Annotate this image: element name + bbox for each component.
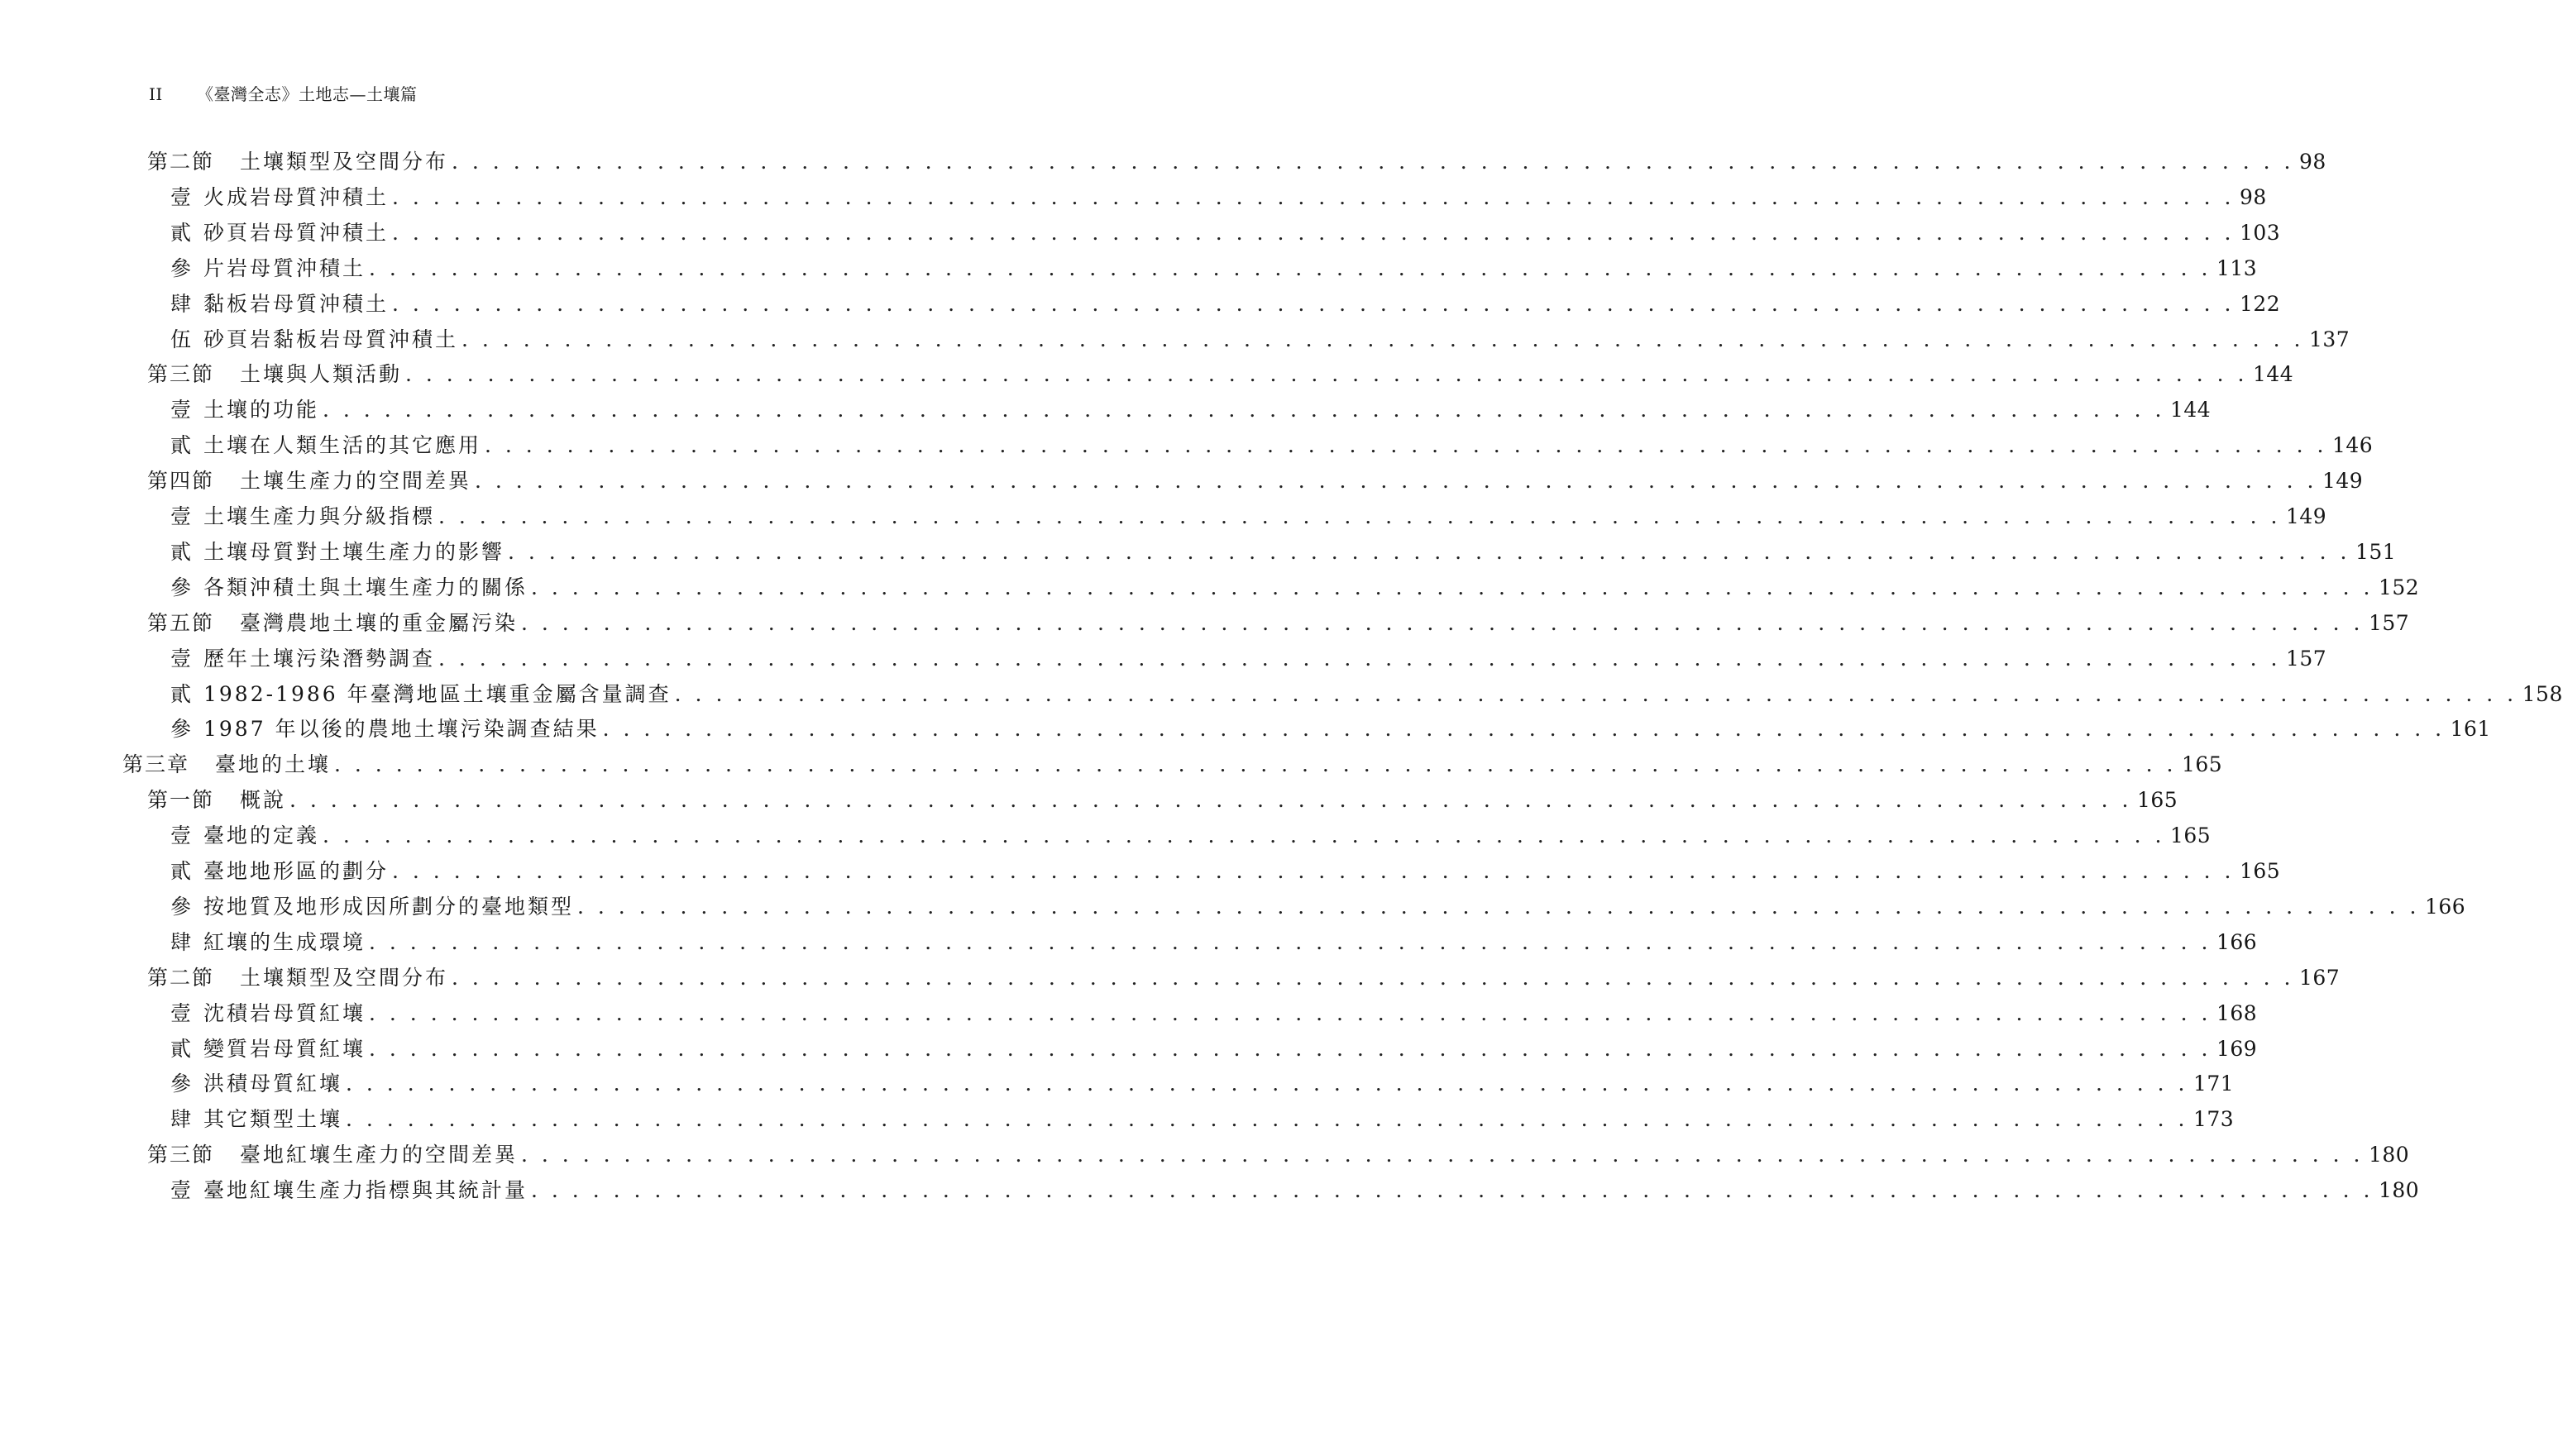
toc-dot-leader: . . . . . . . . . . . . . . . . . . . . . . . . . . . . . . . . . . . . . . . . . . . . . . . . . . . . . . . . . . . . . . . . . . . . . . . . . . . . . . . . . . . . . . . . . . [369, 1037, 2212, 1061]
toc-dot-leader: . . . . . . . . . . . . . . . . . . . . . . . . . . . . . . . . . . . . . . . . . . . . . . . . . . . . . . . . . . . . . . . . . . . . . . . . . . . . . . . . . . . . . . . . . . [369, 256, 2212, 280]
toc-entry [170, 926, 2258, 959]
running-header [149, 81, 418, 105]
toc-entry-title: 火成岩母質沖積土 [203, 185, 390, 209]
toc-entry-page: 157 [2286, 647, 2327, 671]
toc-entry-title: 變質岩母質紅壤 [203, 1037, 366, 1061]
toc-entry-page: 166 [2216, 930, 2258, 954]
toc-dot-leader: . . . . . . . . . . . . . . . . . . . . . . . . . . . . . . . . . . . . . . . . . . . . . . . . . . . . . . . . . . . . . . . . . . . . . . . . . . . . . . . . . . . . . . . . . . [674, 682, 2518, 706]
toc-entry-title: 臺地的定義 [203, 823, 320, 847]
toc-entry-marker: 第二節 [147, 150, 215, 174]
toc-dot-leader: . . . . . . . . . . . . . . . . . . . . . . . . . . . . . . . . . . . . . . . . . . . . . . . . . . . . . . . . . . . . . . . . . . . . . . . . . . . . . . . . . . . . . . . . . . [452, 966, 2294, 990]
toc-entry [170, 890, 2466, 924]
toc-dot-leader: . . . . . . . . . . . . . . . . . . . . . . . . . . . . . . . . . . . . . . . . . . . . . . . . . . . . . . . . . . . . . . . . . . . . . . . . . . . . . . . . . . . . . . . . . . [485, 433, 2327, 457]
toc-entry-title: 土壤生產力的空間差異 [240, 469, 472, 493]
toc-dot-leader: . . . . . . . . . . . . . . . . . . . . . . . . . . . . . . . . . . . . . . . . . . . . . . . . . . . . . . . . . . . . . . . . . . . . . . . . . . . . . . . . . . . . . . . . . . [392, 221, 2235, 245]
toc-entry-title: 歷年土壤污染潛勢調查 [203, 647, 436, 671]
toc-entry-page: 98 [2240, 185, 2267, 209]
toc-entry-page: 98 [2299, 150, 2326, 174]
toc-entry-page: 152 [2379, 575, 2420, 599]
toc-entry-title: 土壤類型及空間分布 [240, 966, 449, 990]
toc-entry-page: 180 [2369, 1143, 2410, 1167]
toc-entry-title: 砂頁岩黏板岩母質沖積土 [203, 327, 459, 351]
toc-entry-marker: 第一節 [147, 788, 215, 812]
toc-entry-page: 158 [2522, 682, 2563, 706]
toc-dot-leader: . . . . . . . . . . . . . . . . . . . . . . . . . . . . . . . . . . . . . . . . . . . . . . . . . . . . . . . . . . . . . . . . . . . . . . . . . . . . . . . . . . . . . . . . . . [531, 1178, 2374, 1202]
toc-entry-marker: 貳 [170, 221, 194, 245]
toc-dot-leader: . . . . . . . . . . . . . . . . . . . . . . . . . . . . . . . . . . . . . . . . . . . . . . . . . . . . . . . . . . . . . . . . . . . . . . . . . . . . . . . . . . . . . . . . . . [521, 1143, 2364, 1167]
toc-entry-title: 土壤類型及空間分布 [240, 150, 449, 174]
toc-dot-leader: . . . . . . . . . . . . . . . . . . . . . . . . . . . . . . . . . . . . . . . . . . . . . . . . . . . . . . . . . . . . . . . . . . . . . . . . . . . . . . . . . . . . . . . . . . [508, 540, 2350, 564]
toc-entry-title: 土壤生產力與分級指標 [203, 504, 436, 528]
toc-entry-marker: 肆 [170, 292, 194, 316]
toc-entry-marker: 參 [170, 256, 194, 280]
toc-entry-page: 157 [2369, 611, 2410, 635]
toc-entry-page: 165 [2137, 788, 2178, 812]
toc-entry-page: 161 [2450, 717, 2491, 741]
toc-entry-title: 按地質及地形成因所劃分的臺地類型 [203, 895, 575, 919]
toc-dot-leader: . . . . . . . . . . . . . . . . . . . . . . . . . . . . . . . . . . . . . . . . . . . . . . . . . . . . . . . . . . . . . . . . . . . . . . . . . . . . . . . . . . . . . . . . . . [346, 1072, 2188, 1096]
toc-entry-title: 土壤與人類活動 [240, 362, 403, 386]
toc-entry-marker: 第三節 [147, 362, 215, 386]
toc-dot-leader: . . . . . . . . . . . . . . . . . . . . . . . . . . . . . . . . . . . . . . . . . . . . . . . . . . . . . . . . . . . . . . . . . . . . . . . . . . . . . . . . . . . . . . . . . . [346, 1107, 2188, 1131]
toc-entry-page: 165 [2240, 859, 2281, 883]
toc-entry-title: 洪積母質紅壤 [203, 1072, 343, 1096]
toc-entry [170, 217, 2281, 250]
toc-entry-title: 紅壤的生成環境 [203, 930, 366, 954]
toc-entry [170, 394, 2212, 427]
toc-entry-marker: 壹 [170, 1001, 194, 1025]
toc-entry [170, 1067, 2235, 1100]
toc-entry [170, 855, 2281, 888]
toc-dot-leader: . . . . . . . . . . . . . . . . . . . . . . . . . . . . . . . . . . . . . . . . . . . . . . . . . . . . . . . . . . . . . . . . . . . . . . . . . . . . . . . . . . . . . . . . . . [323, 398, 2165, 422]
toc-entry-marker: 第二節 [147, 966, 215, 990]
toc-entry [170, 288, 2281, 321]
toc-entry-page: 180 [2379, 1178, 2420, 1202]
toc-entry [170, 1103, 2235, 1136]
toc-entry [170, 678, 2563, 711]
toc-entry-title: 概說 [240, 788, 287, 812]
toc-entry [170, 571, 2420, 604]
toc-entry-page: 144 [2170, 398, 2212, 422]
toc-entry [147, 146, 2326, 179]
toc-entry [170, 642, 2327, 675]
toc-dot-leader: . . . . . . . . . . . . . . . . . . . . . . . . . . . . . . . . . . . . . . . . . . . . . . . . . . . . . . . . . . . . . . . . . . . . . . . . . . . . . . . . . . . . . . . . . . [438, 504, 2281, 528]
toc-entry-title: 其它類型土壤 [203, 1107, 343, 1131]
toc-dot-leader: . . . . . . . . . . . . . . . . . . . . . . . . . . . . . . . . . . . . . . . . . . . . . . . . . . . . . . . . . . . . . . . . . . . . . . . . . . . . . . . . . . . . . . . . . . [461, 327, 2304, 351]
toc-entry-marker: 第五節 [147, 611, 215, 635]
toc-entry-page: 168 [2216, 1001, 2258, 1025]
toc-entry-title: 砂頁岩母質沖積土 [203, 221, 390, 245]
toc-entry [147, 1139, 2410, 1172]
toc-dot-leader: . . . . . . . . . . . . . . . . . . . . . . . . . . . . . . . . . . . . . . . . . . . . . . . . . . . . . . . . . . . . . . . . . . . . . . . . . . . . . . . . . . . . . . . . . . [392, 185, 2235, 209]
toc-dot-leader: . . . . . . . . . . . . . . . . . . . . . . . . . . . . . . . . . . . . . . . . . . . . . . . . . . . . . . . . . . . . . . . . . . . . . . . . . . . . . . . . . . . . . . . . . . [602, 717, 2446, 741]
toc-entry-title: 臺地地形區的劃分 [203, 859, 390, 883]
toc-entry-title: 各類沖積土與土壤生產力的關係 [203, 575, 528, 599]
toc-dot-leader: . . . . . . . . . . . . . . . . . . . . . . . . . . . . . . . . . . . . . . . . . . . . . . . . . . . . . . . . . . . . . . . . . . . . . . . . . . . . . . . . . . . . . . . . . . [289, 788, 2132, 812]
toc-entry-marker: 貳 [170, 433, 194, 457]
toc-entry-title: 臺灣農地土壤的重金屬污染 [240, 611, 519, 635]
toc-entry [170, 1174, 2420, 1207]
toc-entry-page: 146 [2332, 433, 2374, 457]
toc-entry-marker: 參 [170, 575, 194, 599]
toc-entry [147, 962, 2341, 995]
toc-dot-leader: . . . . . . . . . . . . . . . . . . . . . . . . . . . . . . . . . . . . . . . . . . . . . . . . . . . . . . . . . . . . . . . . . . . . . . . . . . . . . . . . . . . . . . . . . . [405, 362, 2248, 386]
toc-entry-title: 臺地的土壤 [215, 752, 332, 776]
toc-entry-marker: 貳 [170, 540, 194, 564]
toc-entry-title: 黏板岩母質沖積土 [203, 292, 390, 316]
toc-entry-marker: 貳 [170, 859, 194, 883]
toc-entry [170, 713, 2491, 746]
toc-entry-marker: 貳 [170, 1037, 194, 1061]
toc-entry [147, 784, 2178, 817]
toc-dot-leader: . . . . . . . . . . . . . . . . . . . . . . . . . . . . . . . . . . . . . . . . . . . . . . . . . . . . . . . . . . . . . . . . . . . . . . . . . . . . . . . . . . . . . . . . . . [323, 823, 2165, 847]
toc-dot-leader: . . . . . . . . . . . . . . . . . . . . . . . . . . . . . . . . . . . . . . . . . . . . . . . . . . . . . . . . . . . . . . . . . . . . . . . . . . . . . . . . . . . . . . . . . . [369, 1001, 2212, 1025]
toc-entry-title: 片岩母質沖積土 [203, 256, 366, 280]
toc-entry [170, 1033, 2258, 1066]
toc-dot-leader: . . . . . . . . . . . . . . . . . . . . . . . . . . . . . . . . . . . . . . . . . . . . . . . . . . . . . . . . . . . . . . . . . . . . . . . . . . . . . . . . . . . . . . . . . . [438, 647, 2281, 671]
toc-entry [147, 358, 2294, 391]
toc-entry [170, 997, 2258, 1030]
toc-entry-title: 1982-1986 年臺灣地區土壤重金屬含量調查 [203, 682, 672, 706]
toc-entry-page: 166 [2425, 895, 2466, 919]
toc-entry-marker: 壹 [170, 398, 194, 422]
toc-entry-marker: 肆 [170, 930, 194, 954]
toc-dot-leader: . . . . . . . . . . . . . . . . . . . . . . . . . . . . . . . . . . . . . . . . . . . . . . . . . . . . . . . . . . . . . . . . . . . . . . . . . . . . . . . . . . . . . . . . . . [392, 859, 2235, 883]
toc-entry-page: 149 [2322, 469, 2364, 493]
toc-entry-marker: 壹 [170, 504, 194, 528]
toc-entry-marker: 貳 [170, 682, 194, 706]
toc-entry-marker: 壹 [170, 823, 194, 847]
toc-entry-page: 144 [2253, 362, 2294, 386]
toc-entry-page: 113 [2216, 256, 2258, 280]
toc-entry [147, 607, 2410, 640]
toc-entry [170, 500, 2327, 533]
toc-entry-marker: 肆 [170, 1107, 194, 1131]
toc-entry-page: 165 [2182, 752, 2223, 776]
toc-dot-leader: . . . . . . . . . . . . . . . . . . . . . . . . . . . . . . . . . . . . . . . . . . . . . . . . . . . . . . . . . . . . . . . . . . . . . . . . . . . . . . . . . . . . . . . . . . [452, 150, 2294, 174]
toc-entry-title: 土壤母質對土壤生產力的影響 [203, 540, 505, 564]
toc-entry-page: 149 [2286, 504, 2327, 528]
toc-entry [170, 252, 2258, 285]
toc-entry-title: 臺地紅壤生產力的空間差異 [240, 1143, 519, 1167]
toc-entry-title: 臺地紅壤生產力指標與其統計量 [203, 1178, 528, 1202]
toc-entry-marker: 壹 [170, 647, 194, 671]
toc-dot-leader: . . . . . . . . . . . . . . . . . . . . . . . . . . . . . . . . . . . . . . . . . . . . . . . . . . . . . . . . . . . . . . . . . . . . . . . . . . . . . . . . . . . . . . . . . . [475, 469, 2317, 493]
toc-entry [170, 181, 2267, 214]
toc-dot-leader: . . . . . . . . . . . . . . . . . . . . . . . . . . . . . . . . . . . . . . . . . . . . . . . . . . . . . . . . . . . . . . . . . . . . . . . . . . . . . . . . . . . . . . . . . . [392, 292, 2235, 316]
toc-entry [170, 819, 2212, 852]
toc-entry-marker: 壹 [170, 185, 194, 209]
toc-dot-leader: . . . . . . . . . . . . . . . . . . . . . . . . . . . . . . . . . . . . . . . . . . . . . . . . . . . . . . . . . . . . . . . . . . . . . . . . . . . . . . . . . . . . . . . . . . [531, 575, 2374, 599]
toc-entry-title: 沈積岩母質紅壤 [203, 1001, 366, 1025]
toc-entry [170, 536, 2397, 569]
toc-entry-marker: 第三章 [122, 752, 190, 776]
toc-entry-marker: 參 [170, 1072, 194, 1096]
toc-entry-page: 137 [2309, 327, 2350, 351]
toc-entry-marker: 壹 [170, 1178, 194, 1202]
toc-entry-marker: 伍 [170, 327, 194, 351]
toc-entry-page: 167 [2299, 966, 2341, 990]
toc-entry-marker: 參 [170, 717, 194, 741]
toc-dot-leader: . . . . . . . . . . . . . . . . . . . . . . . . . . . . . . . . . . . . . . . . . . . . . . . . . . . . . . . . . . . . . . . . . . . . . . . . . . . . . . . . . . . . . . . . . . [369, 930, 2212, 954]
toc-entry [170, 323, 2350, 356]
header-book-title: 《臺灣全志》土地志—土壤篇 [197, 84, 418, 104]
toc-dot-leader: . . . . . . . . . . . . . . . . . . . . . . . . . . . . . . . . . . . . . . . . . . . . . . . . . . . . . . . . . . . . . . . . . . . . . . . . . . . . . . . . . . . . . . . . . . [577, 895, 2420, 919]
toc-entry-marker: 第四節 [147, 469, 215, 493]
toc-entry-page: 122 [2240, 292, 2281, 316]
toc-entry-page: 173 [2193, 1107, 2235, 1131]
toc-entry-page: 165 [2170, 823, 2212, 847]
toc-dot-leader: . . . . . . . . . . . . . . . . . . . . . . . . . . . . . . . . . . . . . . . . . . . . . . . . . . . . . . . . . . . . . . . . . . . . . . . . . . . . . . . . . . . . . . . . . . [521, 611, 2364, 635]
toc-entry-title: 土壤的功能 [203, 398, 320, 422]
toc-entry [170, 429, 2374, 462]
toc-entry-marker: 參 [170, 895, 194, 919]
toc-entry-title: 1987 年以後的農地土壤污染調查結果 [203, 717, 600, 741]
toc-entry-page: 169 [2216, 1037, 2258, 1061]
toc-entry-title: 土壤在人類生活的其它應用 [203, 433, 482, 457]
toc-entry-page: 151 [2355, 540, 2397, 564]
toc-entry-marker: 第三節 [147, 1143, 215, 1167]
toc-entry [122, 748, 2223, 781]
header-page-number: II [149, 84, 163, 104]
toc-entry [147, 465, 2364, 498]
toc-dot-leader: . . . . . . . . . . . . . . . . . . . . . . . . . . . . . . . . . . . . . . . . . . . . . . . . . . . . . . . . . . . . . . . . . . . . . . . . . . . . . . . . . . . . . . . . . . [334, 752, 2177, 776]
toc-entry-page: 103 [2240, 221, 2281, 245]
toc-entry-page: 171 [2193, 1072, 2235, 1096]
